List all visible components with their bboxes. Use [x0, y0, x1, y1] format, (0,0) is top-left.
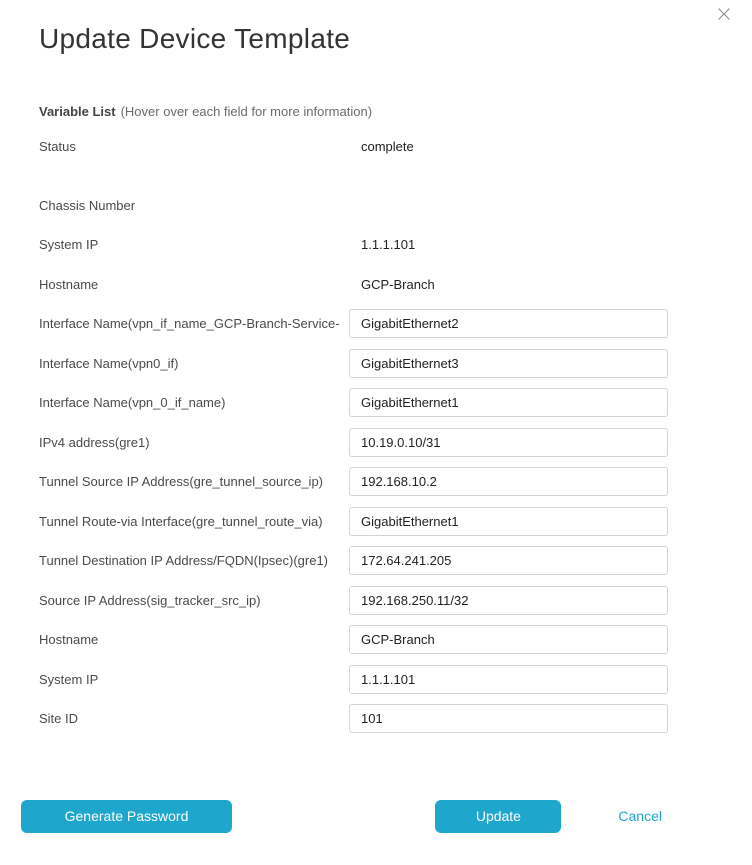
footer: [0, 800, 752, 833]
variable-input[interactable]: [349, 586, 668, 615]
variable-row: [39, 581, 713, 621]
x-icon: [717, 7, 731, 21]
variable-label: Tunnel Destination IP Address/FQDN(Ipsec)(gre1): [39, 553, 329, 569]
variable-row: [39, 383, 713, 423]
variable-row: [39, 265, 713, 305]
variable-rows: [0, 127, 752, 739]
variable-input[interactable]: [349, 428, 668, 457]
variable-row: [39, 127, 713, 167]
close-icon[interactable]: [716, 6, 731, 21]
variable-label: Interface Name(vpn_if_name_GCP-Branch-Service-: [39, 316, 340, 332]
variable-row: [39, 344, 713, 384]
variable-label: IPv4 address(gre1): [39, 434, 150, 450]
variable-row: [39, 225, 713, 265]
variable-row: [39, 660, 713, 700]
cancel-button[interactable]: Cancel: [618, 808, 662, 824]
variable-row: [39, 462, 713, 502]
variable-label: Tunnel Route-via Interface(gre_tunnel_route_via): [39, 513, 323, 529]
variable-input[interactable]: [349, 309, 668, 338]
variable-row: [39, 304, 713, 344]
variable-input[interactable]: [349, 349, 668, 378]
variable-row: [39, 186, 713, 226]
variable-label: System IP: [39, 237, 99, 253]
variable-input[interactable]: [349, 388, 668, 417]
variable-row: [39, 541, 713, 581]
variable-input[interactable]: [349, 704, 668, 733]
variable-label: Tunnel Source IP Address(gre_tunnel_source_ip): [39, 474, 324, 490]
variable-label: Hostname: [39, 276, 99, 292]
variable-value: 1.1.1.101: [361, 237, 416, 253]
variable-label: Site ID: [39, 711, 79, 727]
variable-input[interactable]: [349, 665, 668, 694]
section-title: Variable List: [39, 104, 116, 119]
variable-row: [39, 502, 713, 542]
generate-password-button[interactable]: Generate Password: [21, 800, 232, 833]
variable-label: System IP: [39, 671, 99, 687]
variable-row: [39, 699, 713, 739]
variable-label: Interface Name(vpn0_if): [39, 355, 179, 371]
variable-input[interactable]: [349, 546, 668, 575]
variable-input[interactable]: [349, 467, 668, 496]
variable-value: complete: [361, 139, 414, 155]
variable-label: Source IP Address(sig_tracker_src_ip): [39, 592, 261, 608]
variable-value: GCP-Branch: [361, 276, 435, 292]
variable-input[interactable]: [349, 507, 668, 536]
variable-row: [39, 620, 713, 660]
variable-label: Interface Name(vpn_0_if_name): [39, 395, 226, 411]
variable-row: [39, 423, 713, 463]
page-title: Update Device Template: [39, 23, 351, 54]
variable-list-header: [39, 103, 713, 120]
variable-label: Status: [39, 139, 76, 155]
variable-label: Hostname: [39, 632, 99, 648]
variable-label: Chassis Number: [39, 197, 136, 213]
variable-input[interactable]: [349, 625, 668, 654]
section-hint: (Hover over each field for more information): [120, 104, 373, 119]
update-button[interactable]: Update: [435, 800, 561, 833]
